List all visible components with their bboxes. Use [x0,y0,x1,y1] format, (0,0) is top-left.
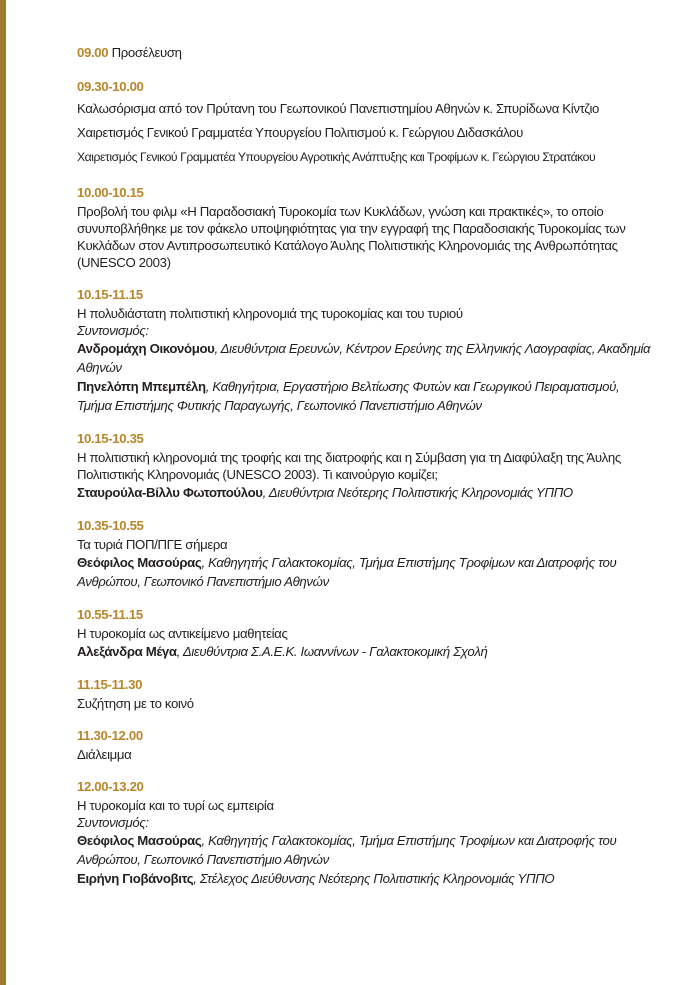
session-time: 10.15-11.15 [77,287,143,302]
greeting-line: Χαιρετισμός Γενικού Γραμματέα Υπουργείου Αγροτικής Ανάπτυξης και Τροφίμων κ. Γεώργιου Στρατάκου [77,150,596,164]
session-time: 10.55-11.15 [77,607,143,622]
session-block [77,776,657,888]
welcome-time: 09.30-10.00 [77,79,144,94]
session-title: Η πολυδιάστατη πολιτιστική κληρονομιά της τυροκομίας και του τυριού [77,306,463,321]
speaker-name: Θεόφιλος Μασούρας [77,833,202,848]
discussion-block [77,674,657,712]
welcome-line: Καλωσόρισμα από τον Πρύτανη του Γεωπονικού Πανεπιστημίου Αθηνών κ. Σπυρίδωνα Κίντζιο [77,101,600,116]
speaker-role: , Καθηγητής Γαλακτοκομίας, Τμήμα Επιστήμης Τροφίμων και Διατροφής του Ανθρώπου, Γεωπονικό Πανεπιστήμιο Αθηνών [77,555,617,589]
session-block [77,428,657,502]
speaker-name: Ανδρομάχη Οικονόμου [77,341,215,356]
arrival-block [77,42,657,63]
speaker-role: , Διευθύντρια Σ.Α.Ε.Κ. Ιωαννίνων - Γαλακτοκομική Σχολή [176,644,488,659]
session-title: Τα τυριά ΠΟΠ/ΠΓΕ σήμερα [77,537,228,552]
session-time: 10.15-10.35 [77,431,144,446]
break-label: Διάλειμμα [77,747,132,762]
speaker-name: Αλεξάνδρα Μέγα [77,644,177,659]
discussion-label: Συζήτηση με το κοινό [77,696,194,711]
speaker-role: , Καθηγητής Γαλακτοκομίας, Τμήμα Επιστήμης Τροφίμων και Διατροφής του Ανθρώπου, Γεωπονικό Πανεπιστήμιο Αθηνών [77,833,617,867]
speaker-name: Σταυρούλα-Βίλλυ Φωτοπούλου [77,485,263,500]
session-title: Η τυροκομία ως αντικείμενο μαθητείας [77,626,288,641]
session-block [77,284,657,415]
arrival-time: 09.00 [77,45,109,60]
speaker-name: Πηνελόπη Μπεμπέλη [77,379,206,394]
arrival-label: Προσέλευση [111,45,182,60]
speaker [77,642,657,661]
speaker [77,869,657,888]
discussion-time: 11.15-11.30 [77,677,143,692]
coordination-label: Συντονισμός: [77,815,149,830]
film-time: 10.00-10.15 [77,185,144,200]
speaker [77,553,657,591]
session-title: Η πολιτιστική κληρονομιά της τροφής και της διατροφής και η Σύμβαση για τη Διαφύλαξη της Άυλης Πολιτιστικής Κληρονομιάς (UNESCO 2003). Τι καινούργιο κομίζει; [77,450,621,482]
speaker-role: , Στέλεχος Διεύθυνσης Νεότερης Πολιτιστικής Κληρονομιάς ΥΠΠΟ [193,871,555,886]
session-time: 10.35-10.55 [77,518,144,533]
speaker [77,831,657,869]
speaker-name: Ειρήνη Γιοβάνοβιτς [77,871,194,886]
break-time: 11.30-12.00 [77,728,143,743]
speaker [77,339,657,377]
coordination-label: Συντονισμός: [77,323,149,338]
speaker-role: , Διευθύντρια Νεότερης Πολιτιστικής Κληρονομιάς ΥΠΠΟ [262,485,573,500]
speaker [77,483,657,502]
welcome-block [77,76,657,169]
speaker-role: , Καθηγήτρια, Εργαστήριο Βελτίωσης Φυτών και Γεωργικού Πειραματισμού, Τμήμα Επιστήμης Φυτικής Παραγωγής, Γεωπονικό Πανεπιστήμιο Αθηνών [77,379,620,413]
greeting-line: Χαιρετισμός Γενικού Γραμματέα Υπουργείου Πολιτισμού κ. Γεώργιου Διδασκάλου [77,125,524,140]
film-description: Προβολή του φιλμ «Η Παραδοσιακή Τυροκομία των Κυκλάδων, γνώση και πρακτικές», το οποίο συνυποβλήθηκε με τον φάκελο υποψηφιότητας για την εγγραφή της Παραδοσιακής Τυροκομίας των Κυκλάδων στον Αντιπροσωπευτικό Κατάλογο Άυλης Πολιτιστικής Κληρονομιάς της Ανθρωπότητας (UNESCO 2003) [77,204,626,270]
session-title: Η τυροκομία και το τυρί ως εμπειρία [77,798,274,813]
speaker-role: , Διευθύντρια Ερευνών, Κέντρον Ερεύνης της Ελληνικής Λαογραφίας, Ακαδημία Αθηνών [77,341,651,375]
speaker-name: Θεόφιλος Μασούρας [77,555,202,570]
program-schedule [77,42,657,901]
session-time: 12.00-13.20 [77,779,144,794]
break-block [77,725,657,763]
session-block [77,515,657,591]
film-block [77,182,657,271]
speaker [77,377,657,415]
session-block [77,604,657,661]
side-accent-bar [0,0,6,985]
